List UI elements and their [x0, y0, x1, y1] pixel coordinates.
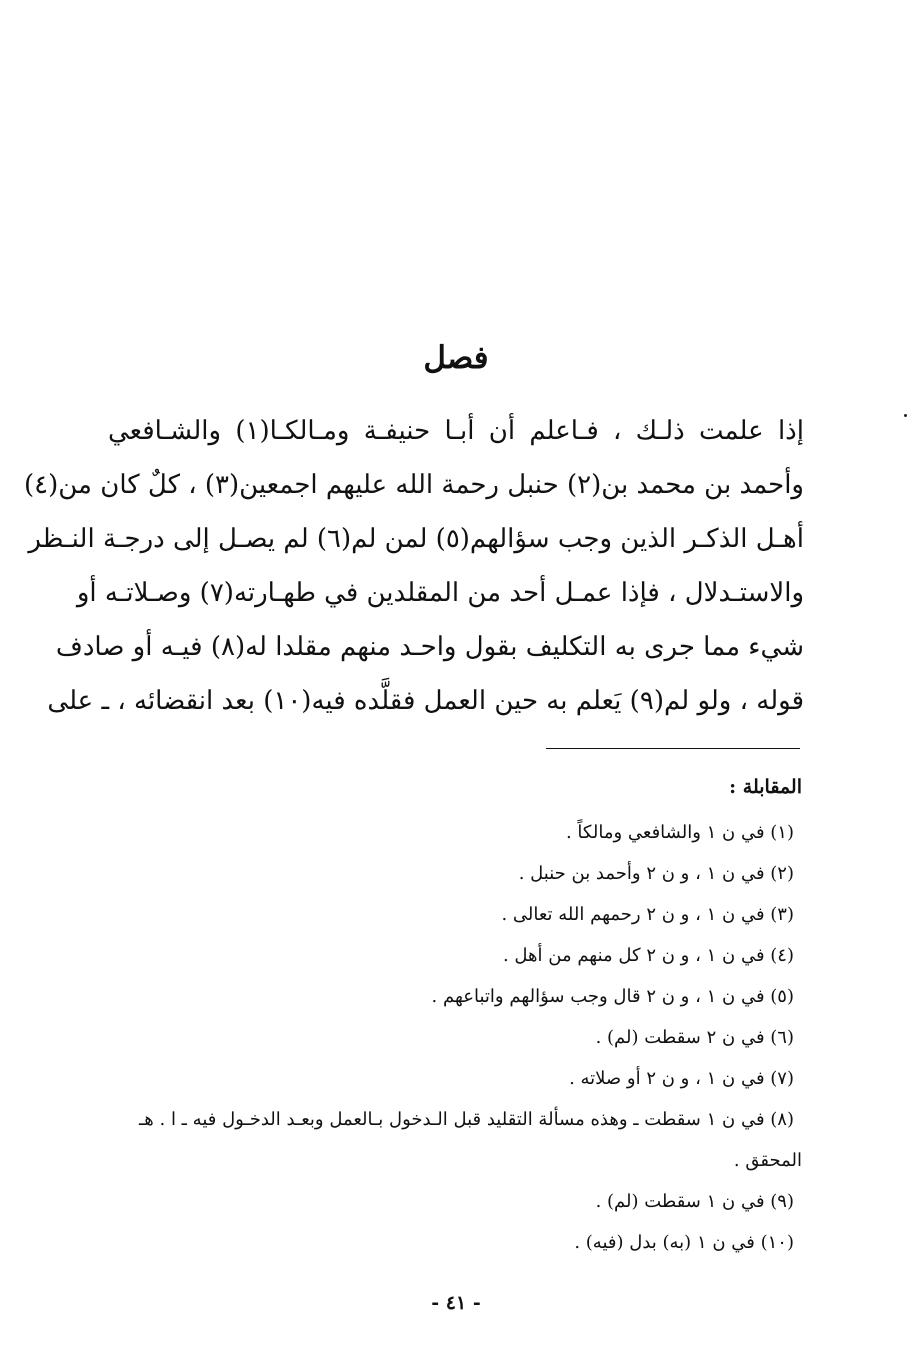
footnote: (٩) في ن ١ سقطت (لم) .: [595, 1191, 794, 1212]
scan-speck: [904, 414, 907, 417]
footnote-divider: [546, 748, 800, 749]
section-heading: فصل: [423, 340, 489, 376]
footnote: (٣) في ن ١ ، و ن ٢ رحمهم الله تعالى .: [501, 904, 794, 925]
body-line: والاستـدلال ، فإذا عمـل أحد من المقلدين في طهـارته(٧) وصـلاتـه أو: [76, 578, 804, 608]
footnote: (٥) في ن ١ ، و ن ٢ قال وجب سؤالهم واتباعهم .: [431, 986, 794, 1007]
footnote: (٢) في ن ١ ، و ن ٢ وأحمد بن حنبل .: [518, 863, 794, 884]
page-number: - ٤١ -: [431, 1292, 481, 1314]
footnotes-list: [108, 812, 802, 1263]
body-line: إذا علمت ذلـك ، فـاعلم أن أبـا حنيفـة ومـالكـا(١) والشـافعي: [108, 416, 804, 446]
footnote-line: المحقق .: [733, 1150, 802, 1171]
body-paragraph: [23, 404, 804, 728]
body-line: وأحمد بن محمد بن(٢) حنبل رحمة الله عليهم اجمعين(٣) ، كلٌ كان من(٤): [23, 470, 804, 500]
footnote: (١) في ن ١ والشافعي ومالكاً .: [565, 822, 794, 843]
body-line: أهـل الذكـر الذين وجب سؤالهم(٥) لمن لم(٦) لم يصـل إلى درجـة النـظر: [28, 524, 804, 554]
footnote: (٤) في ن ١ ، و ن ٢ كل منهم من أهل .: [502, 945, 794, 966]
footnotes-title: المقابلة :: [729, 776, 802, 798]
footnote: (١٠) في ن ١ (به) بدل (فيه) .: [574, 1232, 794, 1253]
footnote: (٦) في ن ٢ سقطت (لم) .: [595, 1027, 794, 1048]
footnote: (٧) في ن ١ ، و ن ٢ أو صلاته .: [569, 1068, 794, 1089]
body-line: قوله ، ولو لم(٩) يَعلم به حين العمل فقلَّده فيه(١٠) بعد انقضائه ، ـ على: [47, 686, 804, 716]
footnote-multiline: [108, 1099, 802, 1181]
footnote-line: (٨) في ن ١ سقطت ـ وهذه مسألة التقليد قبل الـدخول بـالعمل وبعـد الدخـول فيه ـ ا . هـ: [139, 1109, 794, 1130]
body-line: شيء مما جرى به التكليف بقول واحـد منهم مقلدا له(٨) فيـه أو صادف: [55, 632, 804, 662]
